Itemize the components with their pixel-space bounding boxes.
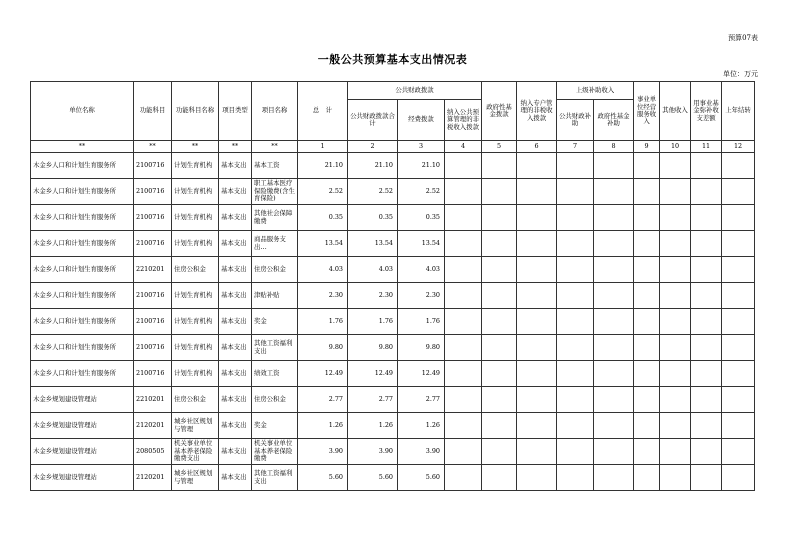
cell-func-name: 计划生育机构: [172, 361, 219, 387]
cell-empty: [557, 205, 594, 231]
cell-empty: [691, 205, 722, 231]
cell-empty: [660, 179, 691, 205]
cell-pf-total: 2.77: [348, 387, 398, 413]
col-item-type: 项目类型: [219, 82, 252, 141]
cell-pf-total: 4.03: [348, 257, 398, 283]
cell-empty: [660, 413, 691, 439]
cell-empty: [594, 335, 634, 361]
cell-empty: [482, 153, 517, 179]
cell-item-type: 基本支出: [219, 465, 252, 491]
cell-empty: [634, 205, 660, 231]
cell-funding: 5.60: [398, 465, 445, 491]
cell-empty: [660, 439, 691, 465]
num-cell: 10: [660, 141, 691, 153]
col-other: 其他收入: [660, 82, 691, 141]
cell-empty: [722, 309, 755, 335]
col-superior: 上级补助收入: [557, 82, 634, 100]
cell-func-name: 计划生育机构: [172, 179, 219, 205]
cell-item-name: 机关事业单位基本养老保险缴费: [252, 439, 298, 465]
num-cell: 9: [634, 141, 660, 153]
cell-pf-total: 13.54: [348, 231, 398, 257]
cell-func-code: 2100716: [134, 179, 172, 205]
cell-empty: [594, 179, 634, 205]
cell-empty: [594, 257, 634, 283]
cell-total: 3.90: [298, 439, 348, 465]
cell-item-type: 基本支出: [219, 153, 252, 179]
col-gov-fund: 政府性基金拨款: [482, 82, 517, 141]
cell-empty: [722, 153, 755, 179]
cell-empty: [660, 387, 691, 413]
cell-funding: 12.49: [398, 361, 445, 387]
cell-unit-name: 木金乡人口和计划生育服务所: [31, 205, 134, 231]
cell-item-type: 基本支出: [219, 335, 252, 361]
cell-funding: 1.26: [398, 413, 445, 439]
cell-empty: [691, 309, 722, 335]
cell-item-type: 基本支出: [219, 439, 252, 465]
table-header: [31, 82, 755, 141]
cell-empty: [482, 361, 517, 387]
numbering-row: [31, 141, 755, 153]
table-row: [31, 231, 755, 257]
num-cell: 4: [445, 141, 482, 153]
num-cell: 5: [482, 141, 517, 153]
cell-empty: [634, 283, 660, 309]
cell-empty: [445, 335, 482, 361]
cell-func-code: 2210201: [134, 387, 172, 413]
cell-empty: [634, 179, 660, 205]
cell-empty: [445, 387, 482, 413]
cell-empty: [660, 309, 691, 335]
cell-total: 2.77: [298, 387, 348, 413]
cell-item-type: 基本支出: [219, 231, 252, 257]
table-row: [31, 205, 755, 231]
form-code: 预算07表: [728, 34, 758, 42]
table-row: [31, 335, 755, 361]
num-cell: 7: [557, 141, 594, 153]
cell-func-name: 计划生育机构: [172, 153, 219, 179]
cell-empty: [691, 179, 722, 205]
cell-empty: [722, 413, 755, 439]
cell-item-name: 住房公积金: [252, 387, 298, 413]
cell-empty: [594, 309, 634, 335]
cell-empty: [634, 465, 660, 491]
cell-empty: [482, 283, 517, 309]
cell-empty: [445, 361, 482, 387]
cell-empty: [517, 179, 557, 205]
cell-func-name: 住房公积金: [172, 257, 219, 283]
cell-total: 21.10: [298, 153, 348, 179]
table-row: [31, 153, 755, 179]
cell-pf-total: 0.35: [348, 205, 398, 231]
cell-empty: [722, 361, 755, 387]
col-sup-public: 公共财政补助: [557, 100, 594, 141]
cell-empty: [482, 413, 517, 439]
cell-unit-name: 木金乡规划建设管理站: [31, 465, 134, 491]
cell-funding: 2.52: [398, 179, 445, 205]
cell-func-code: 2100716: [134, 335, 172, 361]
cell-empty: [660, 283, 691, 309]
cell-item-name: 商品服务支出…: [252, 231, 298, 257]
cell-unit-name: 木金乡人口和计划生育服务所: [31, 179, 134, 205]
cell-funding: 1.76: [398, 309, 445, 335]
cell-empty: [445, 179, 482, 205]
cell-empty: [482, 387, 517, 413]
cell-funding: 0.35: [398, 205, 445, 231]
cell-empty: [722, 465, 755, 491]
cell-empty: [517, 413, 557, 439]
cell-func-name: 机关事业单位基本养老保险缴费支出: [172, 439, 219, 465]
cell-empty: [482, 439, 517, 465]
cell-empty: [517, 439, 557, 465]
cell-empty: [557, 231, 594, 257]
cell-item-type: 基本支出: [219, 179, 252, 205]
table-row: [31, 309, 755, 335]
cell-empty: [594, 387, 634, 413]
num-cell: 12: [722, 141, 755, 153]
cell-func-code: 2100716: [134, 231, 172, 257]
cell-empty: [557, 361, 594, 387]
cell-empty: [517, 335, 557, 361]
cell-item-name: 津贴补贴: [252, 283, 298, 309]
num-cell: 1: [298, 141, 348, 153]
cell-item-name: 奖金: [252, 413, 298, 439]
cell-empty: [691, 387, 722, 413]
cell-empty: [557, 413, 594, 439]
table-body: [31, 141, 755, 491]
cell-empty: [517, 283, 557, 309]
cell-empty: [634, 153, 660, 179]
cell-func-name: 计划生育机构: [172, 309, 219, 335]
cell-empty: [634, 309, 660, 335]
cell-item-type: 基本支出: [219, 309, 252, 335]
cell-empty: [722, 257, 755, 283]
cell-unit-name: 木金乡人口和计划生育服务所: [31, 231, 134, 257]
cell-pf-total: 2.30: [348, 283, 398, 309]
num-cell: 8: [594, 141, 634, 153]
table-row: [31, 361, 755, 387]
num-cell: 3: [398, 141, 445, 153]
cell-func-code: 2080505: [134, 439, 172, 465]
page-title: 一般公共预算基本支出情况表: [317, 53, 468, 66]
cell-empty: [482, 465, 517, 491]
cell-empty: [722, 205, 755, 231]
cell-empty: [517, 231, 557, 257]
cell-empty: [634, 413, 660, 439]
cell-empty: [634, 335, 660, 361]
cell-total: 1.76: [298, 309, 348, 335]
cell-item-type: 基本支出: [219, 205, 252, 231]
cell-empty: [691, 231, 722, 257]
cell-empty: [445, 439, 482, 465]
cell-item-name: 其他工资福利支出: [252, 335, 298, 361]
cell-func-name: 城乡社区规划与管理: [172, 465, 219, 491]
cell-pf-total: 12.49: [348, 361, 398, 387]
cell-empty: [660, 153, 691, 179]
cell-total: 4.03: [298, 257, 348, 283]
cell-item-type: 基本支出: [219, 283, 252, 309]
cell-total: 5.60: [298, 465, 348, 491]
cell-unit-name: 木金乡人口和计划生育服务所: [31, 335, 134, 361]
col-business: 事业单位经营服务收入: [634, 82, 660, 141]
table-row: [31, 439, 755, 465]
col-sup-gov: 政府性基金补助: [594, 100, 634, 141]
cell-empty: [660, 257, 691, 283]
cell-empty: [445, 231, 482, 257]
cell-empty: [691, 361, 722, 387]
cell-item-type: 基本支出: [219, 413, 252, 439]
cell-func-code: 2120201: [134, 465, 172, 491]
cell-item-name: 职工基本医疗保险缴费(含生育保险): [252, 179, 298, 205]
cell-item-type: 基本支出: [219, 257, 252, 283]
col-pf-total: 公共财政拨款合计: [348, 100, 398, 141]
cell-empty: [482, 231, 517, 257]
cell-empty: [482, 309, 517, 335]
cell-unit-name: 木金乡人口和计划生育服务所: [31, 283, 134, 309]
cell-empty: [691, 283, 722, 309]
table-row: [31, 387, 755, 413]
cell-pf-total: 1.26: [348, 413, 398, 439]
cell-empty: [634, 439, 660, 465]
cell-empty: [557, 439, 594, 465]
cell-empty: [445, 153, 482, 179]
cell-empty: [691, 335, 722, 361]
cell-item-name: 住房公积金: [252, 257, 298, 283]
cell-item-name: 奖金: [252, 309, 298, 335]
cell-pf-total: 5.60: [348, 465, 398, 491]
cell-empty: [557, 387, 594, 413]
cell-funding: 2.77: [398, 387, 445, 413]
cell-item-type: 基本支出: [219, 387, 252, 413]
cell-empty: [445, 205, 482, 231]
cell-item-name: 绩效工资: [252, 361, 298, 387]
cell-empty: [634, 231, 660, 257]
cell-item-name: 其他工资福利支出: [252, 465, 298, 491]
cell-empty: [594, 361, 634, 387]
cell-empty: [594, 153, 634, 179]
col-item-name: 项目名称: [252, 82, 298, 141]
cell-empty: [445, 465, 482, 491]
cell-empty: [482, 335, 517, 361]
col-carryover: 上年结转: [722, 82, 755, 141]
col-fund-supp: 用事业基金弥补收支差额: [691, 82, 722, 141]
cell-empty: [594, 231, 634, 257]
cell-empty: [517, 361, 557, 387]
cell-empty: [445, 257, 482, 283]
cell-func-code: 2210201: [134, 257, 172, 283]
num-cell: 2: [348, 141, 398, 153]
col-funding: 经费拨款: [398, 100, 445, 141]
cell-pf-total: 1.76: [348, 309, 398, 335]
cell-func-name: 计划生育机构: [172, 231, 219, 257]
cell-empty: [445, 309, 482, 335]
cell-empty: [594, 283, 634, 309]
cell-empty: [517, 309, 557, 335]
col-func-code: 功能科目: [134, 82, 172, 141]
cell-empty: [517, 205, 557, 231]
cell-empty: [634, 257, 660, 283]
cell-funding: 2.30: [398, 283, 445, 309]
cell-func-name: 计划生育机构: [172, 283, 219, 309]
cell-empty: [482, 205, 517, 231]
cell-empty: [691, 439, 722, 465]
cell-empty: [594, 439, 634, 465]
cell-total: 1.26: [298, 413, 348, 439]
cell-empty: [594, 205, 634, 231]
col-special-fund: 纳入专户管理的非税收入拨款: [517, 82, 557, 141]
cell-empty: [517, 257, 557, 283]
cell-func-code: 2100716: [134, 283, 172, 309]
cell-empty: [517, 153, 557, 179]
cell-func-name: 计划生育机构: [172, 205, 219, 231]
cell-unit-name: 木金乡人口和计划生育服务所: [31, 257, 134, 283]
cell-func-code: 2100716: [134, 205, 172, 231]
cell-empty: [517, 465, 557, 491]
cell-total: 2.52: [298, 179, 348, 205]
table-row: [31, 465, 755, 491]
cell-total: 13.54: [298, 231, 348, 257]
cell-empty: [722, 439, 755, 465]
num-cell: **: [252, 141, 298, 153]
cell-pf-total: 9.80: [348, 335, 398, 361]
cell-empty: [557, 283, 594, 309]
cell-empty: [691, 153, 722, 179]
cell-empty: [517, 387, 557, 413]
cell-unit-name: 木金乡规划建设管理站: [31, 439, 134, 465]
cell-empty: [557, 179, 594, 205]
cell-item-type: 基本支出: [219, 361, 252, 387]
cell-empty: [482, 179, 517, 205]
cell-total: 9.80: [298, 335, 348, 361]
cell-func-code: 2100716: [134, 153, 172, 179]
cell-func-name: 城乡社区规划与管理: [172, 413, 219, 439]
cell-empty: [722, 335, 755, 361]
cell-func-code: 2100716: [134, 361, 172, 387]
cell-empty: [722, 179, 755, 205]
cell-func-code: 2100716: [134, 309, 172, 335]
cell-empty: [722, 231, 755, 257]
cell-empty: [722, 283, 755, 309]
cell-empty: [691, 257, 722, 283]
cell-pf-total: 21.10: [348, 153, 398, 179]
expenditure-table: [30, 81, 755, 491]
table-row: [31, 179, 755, 205]
num-cell: **: [31, 141, 134, 153]
cell-func-name: 住房公积金: [172, 387, 219, 413]
table-row: [31, 283, 755, 309]
cell-unit-name: 木金乡人口和计划生育服务所: [31, 309, 134, 335]
cell-empty: [445, 413, 482, 439]
cell-item-name: 其他社会保障缴费: [252, 205, 298, 231]
num-cell: **: [219, 141, 252, 153]
cell-total: 2.30: [298, 283, 348, 309]
unit-label: 单位：万元: [723, 70, 758, 78]
cell-empty: [691, 413, 722, 439]
cell-empty: [557, 465, 594, 491]
cell-funding: 3.90: [398, 439, 445, 465]
cell-empty: [634, 361, 660, 387]
cell-item-name: 基本工资: [252, 153, 298, 179]
cell-funding: 9.80: [398, 335, 445, 361]
cell-empty: [660, 231, 691, 257]
cell-unit-name: 木金乡规划建设管理站: [31, 387, 134, 413]
num-cell: **: [172, 141, 219, 153]
cell-total: 12.49: [298, 361, 348, 387]
cell-empty: [660, 335, 691, 361]
col-unit-name: 单位名称: [31, 82, 134, 141]
cell-empty: [722, 387, 755, 413]
cell-empty: [691, 465, 722, 491]
cell-empty: [557, 153, 594, 179]
cell-funding: 21.10: [398, 153, 445, 179]
cell-empty: [594, 465, 634, 491]
cell-func-code: 2120201: [134, 413, 172, 439]
cell-empty: [660, 361, 691, 387]
col-func-name: 功能科目名称: [172, 82, 219, 141]
cell-empty: [660, 205, 691, 231]
cell-total: 0.35: [298, 205, 348, 231]
cell-unit-name: 木金乡人口和计划生育服务所: [31, 153, 134, 179]
table-row: [31, 257, 755, 283]
cell-funding: 4.03: [398, 257, 445, 283]
cell-unit-name: 木金乡规划建设管理站: [31, 413, 134, 439]
cell-unit-name: 木金乡人口和计划生育服务所: [31, 361, 134, 387]
num-cell: 11: [691, 141, 722, 153]
cell-empty: [660, 465, 691, 491]
cell-empty: [482, 257, 517, 283]
cell-pf-total: 2.52: [348, 179, 398, 205]
cell-func-name: 计划生育机构: [172, 335, 219, 361]
cell-empty: [557, 257, 594, 283]
cell-pf-total: 3.90: [348, 439, 398, 465]
cell-empty: [445, 283, 482, 309]
num-cell: 6: [517, 141, 557, 153]
table-row: [31, 413, 755, 439]
cell-empty: [634, 387, 660, 413]
cell-empty: [557, 309, 594, 335]
col-in-budget: 纳入公共预算管理的非税收入拨款: [445, 100, 482, 141]
col-public-finance: 公共财政拨款: [348, 82, 482, 100]
col-total: 总 计: [298, 82, 348, 141]
cell-funding: 13.54: [398, 231, 445, 257]
cell-empty: [557, 335, 594, 361]
cell-empty: [594, 413, 634, 439]
num-cell: **: [134, 141, 172, 153]
